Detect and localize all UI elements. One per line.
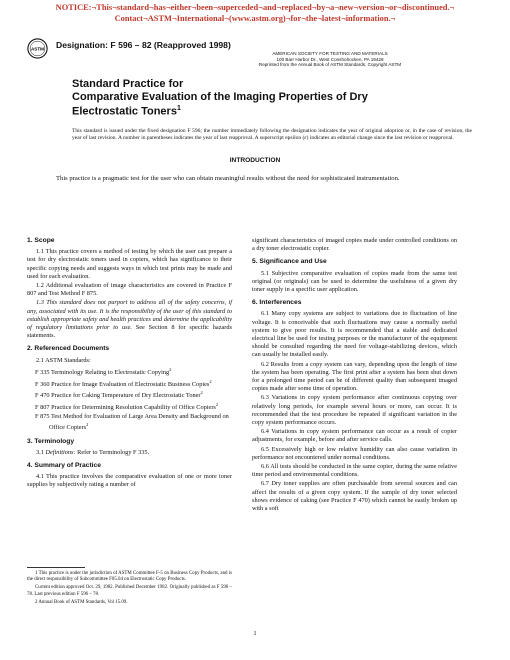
paragraph-6-3: 6.3 Variations in copy system performance after continuous copying over relatively long periods, for example several hours or more, can occur. It is recommended that the test procedure be repeated if significant variation in the copy system performance occurs. xyxy=(252,394,457,427)
title-line-3: Electrostatic Toners xyxy=(72,105,177,118)
notice-line-1: NOTICE:¬This¬standard¬has¬either¬been¬superceded¬and¬replaced¬by¬a¬new¬version¬or¬discontinued.¬ xyxy=(55,3,455,12)
paragraph-3-1: 3.1 Definitions: Refer to Terminology F 335. xyxy=(36,448,150,456)
supersession-notice xyxy=(0,2,510,24)
section-terminology-heading: 3. Terminology xyxy=(27,437,75,445)
introduction-text: This practice is a pragmatic test for the user who can obtain meaningful results without the need for sophisticated instrumentation. xyxy=(56,175,400,182)
society-address: 100 Barr Harbor Dr., West Conshohocken, PA 19428 xyxy=(276,56,384,62)
paragraph-1-3 xyxy=(27,299,232,340)
section-referenced-documents-heading: 2. Referenced Documents xyxy=(27,345,110,353)
footnotes xyxy=(27,571,232,608)
reference-item: F 335 Terminology Relating to Electrostatic Copying$^2$ xyxy=(35,366,172,376)
section-significance-heading: 5. Significance and Use xyxy=(252,258,327,266)
reference-item: F 360 Practice for Image Evaluation of Electrostatic Business Copies$^2$ xyxy=(35,378,212,388)
society-header xyxy=(0,51,510,68)
reference-item: F 470 Practice for Caking Temperature of Dry Electrostatic Toner$^2$ xyxy=(35,390,203,400)
document-title xyxy=(72,78,452,118)
footnote-divider xyxy=(27,567,85,568)
designation: Designation: F 596 – 82 (Reapproved 1998) xyxy=(56,40,231,50)
notice-line-2: Contact¬ASTM¬International¬(www.astm.org)¬for¬the¬latest¬information.¬ xyxy=(114,14,396,23)
paragraph-2-1: 2.1 ASTM Standards: xyxy=(36,356,91,364)
society-name: AMERICAN SOCIETY FOR TESTING AND MATERIALS xyxy=(272,51,388,56)
paragraph-6-2: 6.2 Results from a copy system can vary, depending upon the length of time the system has been operating. The first print after a system has been shut down for a prolonged time period can be of different quality than subsequent imaged copies made after some time of operation. xyxy=(252,360,457,393)
footnote-2: 2 Annual Book of ASTM Standards, Vol 15.09. xyxy=(35,599,128,605)
title-line-2: Comparative Evaluation of the Imaging Properties of Dry xyxy=(72,90,368,103)
footnote-1-edition: Current edition approved Oct. 29, 1982. Published December 1982. Originally published as F 596 – 78. Last previous edition F 596 – 78. xyxy=(27,585,232,597)
paragraph-4-1-continued: significant characteristics of imaged copies made under controlled conditions on a dry toner electrostatic copier. xyxy=(252,237,457,253)
paragraph-6-7: 6.7 Dry toner supplies are often purchasable from several sources and can affect the results of a given copy system. If the sample of dry toner selected shows evidence of caking (see Practice F 470) which cannot be easily broken up with a soft xyxy=(252,480,457,513)
safety-caveat: 1.3 This standard does not purport to address all of the safety concerns, if any, associated with its use. It is the responsibility of the user of this standard to establish appropriate safety and health practices and determine the applicability of regulatory limitations prior to use. xyxy=(27,299,232,332)
right-column xyxy=(252,237,457,514)
introduction-heading: INTRODUCTION xyxy=(229,157,281,164)
paragraph-6-5: 6.5 Excessively high or low relative humidity can also cause variation in performance not encountered under normal conditions. xyxy=(252,445,457,461)
reference-item: F 875 Test Method for Evaluation of Large Area Density and Background on Office Copiers$^2$ xyxy=(35,413,229,432)
paragraph-6-6: 6.6 All tests should be conducted in the same copier, during the same relative time period and environmental conditions. xyxy=(252,463,457,479)
paragraph-6-4: 6.4 Variations in copy system performance can occur as a result of copier adjustments, for example, before and after service calls. xyxy=(252,428,457,444)
logo-text: ASTM xyxy=(30,46,45,52)
reference-item: F 807 Practice for Determining Resolution Capability of Office Copiers$^2$ xyxy=(35,402,219,412)
issue-notice: This standard is issued under the fixed designation F 596; the number immediately following the designation indicates the year of original adoption or, in the case of revision, the year of last revision. A number in parentheses indicates the year of last reapproval. A superscript epsilon (ε) indicates an editorial change since the last revision or reapproval. xyxy=(72,128,472,141)
paragraph-4-1: 4.1 This practice involves the comparative evaluation of one or more toner supplies by subjectively rating a number of xyxy=(27,473,232,489)
paragraph-6-1: 6.1 Many copy systems are subject to variations due to fluctuation of line voltage. It is conceivable that such fluctuations may cause a normally useful system to give poor results. It is recommended that a stable and dedicated electrical line be used for testing purposes or the manufacturer of the equipment should be consulted regarding the need for voltage-stabilizing devices, which can usually be installed easily. xyxy=(252,310,457,359)
title-footnote-mark: 1 xyxy=(176,105,181,113)
footnote-1: 1 This practice is under the jurisdiction of ASTM Committee F-5 on Business Copy Products, and is the direct responsibility of Subcommittee F05.04 on Electrostatic Copy Products. xyxy=(27,571,232,583)
page-number: 1 xyxy=(253,630,257,637)
reprint-notice: Reprinted from the Annual Book of ASTM Standards. Copyright ASTM xyxy=(258,62,402,68)
paragraph-1-2: 1.2 Additional evaluation of image characteristics are covered in Practice F 807 and Test Method F 875. xyxy=(27,282,232,298)
paragraph-5-1: 5.1 Subjective comparative evaluation of copies made from the same test original (or originals) can be used to determine the usefulness of a given dry toner supply in a specific user application. xyxy=(252,269,457,294)
left-column xyxy=(27,237,232,491)
paragraph-1-1: 1.1 This practice covers a method of testing by which the user can prepare a test for dry electrostatic toners used in copiers, which has significance to their specific copying needs and suggests ways in which test prints may be made and used for each evaluation. xyxy=(27,248,232,280)
section-interferences-heading: 6. Interferences xyxy=(252,299,302,307)
title-line-1: Standard Practice for xyxy=(72,78,184,90)
section-summary-heading: 4. Summary of Practice xyxy=(27,461,101,469)
safety-caveat-tail: See Section 8 for specific hazards statements. xyxy=(27,324,232,340)
section-scope-heading: 1. Scope xyxy=(27,237,55,244)
